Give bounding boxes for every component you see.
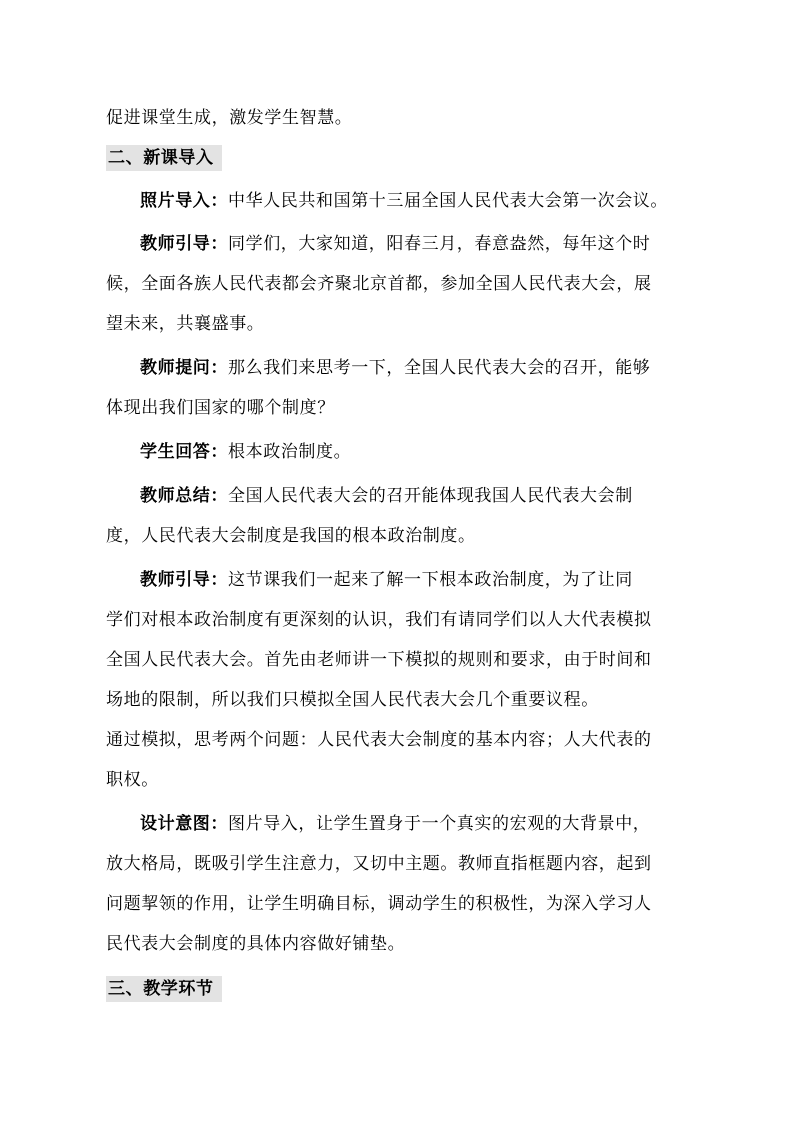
text-line: 全国人民代表大会的召开能体现我国人民代表大会制 xyxy=(228,486,633,506)
paragraph-teacher-summary xyxy=(140,485,633,507)
paragraph-student-answer xyxy=(140,441,351,463)
text-line: 学们对根本政治制度有更深刻的认识，我们有请同学们以人大代表模拟 xyxy=(106,610,652,630)
text-line: 促进课堂生成，激发学生智慧。 xyxy=(106,108,353,128)
label-teacher-guide: 教师引导： xyxy=(140,570,228,590)
paragraph-teacher-guide-2 xyxy=(140,569,633,591)
text-line: 那么我们来思考一下，全国人民代表大会的召开，能够 xyxy=(228,358,651,378)
text-line: 同学们，大家知道，阳春三月，春意盎然，每年这个时 xyxy=(228,234,651,254)
text-line: 民代表大会制度的具体内容做好铺垫。 xyxy=(106,934,406,954)
label-teacher-summary: 教师总结： xyxy=(140,486,228,506)
section-heading-teaching-steps: 三、教学环节 xyxy=(106,976,222,1002)
section-heading-new-lesson: 二、新课导入 xyxy=(106,145,222,171)
text-line: 图片导入，让学生置身于一个真实的宏观的大背景中， xyxy=(228,814,651,834)
paragraph-teacher-question xyxy=(140,357,650,379)
label-student-answer: 学生回答： xyxy=(140,442,228,462)
text-line: 职权。 xyxy=(106,770,159,790)
text-line: 场地的限制，所以我们只模拟全国人民代表大会几个重要议程。 xyxy=(106,690,599,710)
paragraph-teacher-guide-1 xyxy=(140,233,650,255)
label-teacher-guide: 教师引导： xyxy=(140,234,228,254)
text-line: 这节课我们一起来了解一下根本政治制度，为了让同 xyxy=(228,570,633,590)
text-line: 度，人民代表大会制度是我国的根本政治制度。 xyxy=(106,526,476,546)
label-teacher-question: 教师提问： xyxy=(140,358,228,378)
text-line: 望未来，共襄盛事。 xyxy=(106,314,265,334)
text-line: 根本政治制度。 xyxy=(228,442,352,462)
text-line: 通过模拟，思考两个问题：人民代表大会制度的基本内容；人大代表的 xyxy=(106,730,652,750)
text-line: 全国人民代表大会。首先由老师讲一下模拟的规则和要求，由于时间和 xyxy=(106,650,652,670)
text-photo-intro: 中华人民共和国第十三届全国人民代表大会第一次会议。 xyxy=(228,191,668,211)
text-line: 体现出我们国家的哪个制度？ xyxy=(106,398,335,418)
text-line: 问题挈领的作用，让学生明确目标，调动学生的积极性，为深入学习人 xyxy=(106,894,652,914)
label-photo-intro: 照片导入： xyxy=(140,191,228,211)
paragraph-design-intent xyxy=(140,813,650,835)
text-line: 放大格局，既吸引学生注意力，又切中主题。教师直指框题内容，起到 xyxy=(106,854,652,874)
label-design-intent: 设计意图： xyxy=(140,814,228,834)
text-line: 候，全面各族人民代表都会齐聚北京首都，参加全国人民代表大会，展 xyxy=(106,274,652,294)
paragraph-photo-intro xyxy=(140,190,668,212)
